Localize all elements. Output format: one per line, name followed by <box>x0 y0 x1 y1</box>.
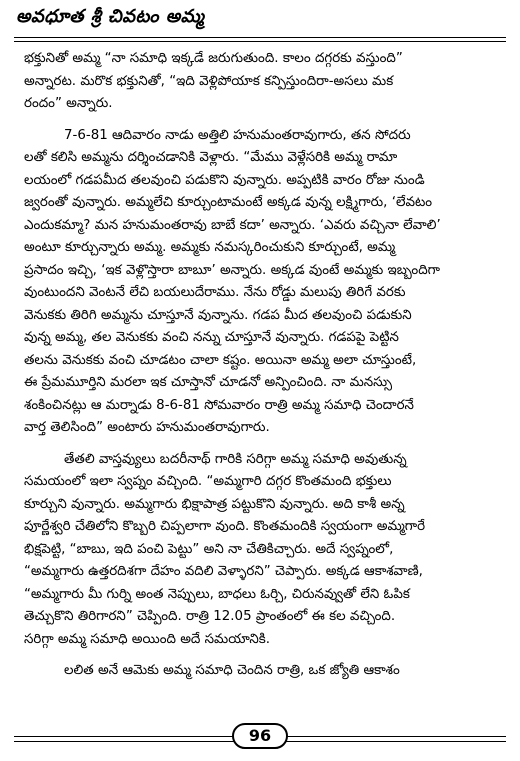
text-line: భిక్షపెట్టి, “బాబు, ఇది పంచి పెట్టు” అని నా చేతికిచ్చారు. అదే స్వప్నంలో, <box>24 541 394 557</box>
text-line: లతో కలిసి అమ్మను దర్శించడానికి వెళ్లారు. “మేము వెళ్లేసరికి అమ్మ రామా <box>24 150 398 165</box>
text-line: తేతలి వాస్తవ్యులు బదరీనాథ్ గారికి సరిగ్గా అమ్మ సమాధి అవుతున్న <box>64 451 407 467</box>
text-line: జ్వరంతో వున్నారు. అమ్మలేచి కూర్చుంటామంటే అక్కడ వున్న లక్ష్మిగారు, ‘లేవటం <box>24 195 433 210</box>
text-line: 7-6-81 ఆదివారం నాడు అత్తిలి హనుమంతరావుగారు, తన సోదరు <box>64 127 411 143</box>
body-text <box>24 48 500 683</box>
paragraph-2 <box>24 125 500 440</box>
text-line: వార్త తెలిసింది” అంటారు హనుమంతరావుగారు. <box>24 420 270 435</box>
text-line: సమయంలో ఇలా స్వప్నం వచ్చింది. “అమ్మగారి దగ్గర కొంతమంది భక్తులు <box>24 474 392 489</box>
text-line: ఎందుకమ్మా? మన హనుమంతరావు బాబే కదా’ అన్నారు. ‘ఎవరు వచ్చినా లేవాలి’ <box>24 217 441 233</box>
page-footer <box>14 722 506 752</box>
text-line: లయంలో గడపమీద తలవుంచి పడుకొని వున్నారు. అప్పటికి వారం రోజు నుండి <box>24 172 425 188</box>
header-rule-top <box>14 37 506 38</box>
text-line: వున్న అమ్మ, తల వెనుకకు వంచి నన్ను చూస్తూనే వున్నారు. గడపపై పెట్టిన <box>24 330 399 345</box>
text-line: ఈ ప్రేమమూర్తిని మరలా ఇక చూస్తానో చూడనో అన్పించింది. నా మనస్సు <box>24 375 393 390</box>
page-number: 96 <box>232 723 288 749</box>
text-line: “అమ్మగారు ఉత్తరదిశగా దేహం వదిలి వెళ్ళారని” చెప్పారు. అక్కడ ఆకాశవాణి, <box>24 564 423 579</box>
paragraph-4 <box>24 660 500 683</box>
text-line: భక్తునితో అమ్మ “నా సమాధి ఇక్కడే జరుగుతుంది. కాలం దగ్గరకు వస్తుంది” <box>24 51 403 66</box>
paragraph-3 <box>24 449 500 652</box>
text-line: తలను వెనుకకు వంచి చూడటం చాలా కష్టం. అయినా అమ్మ అలా చూస్తుంటే, <box>24 352 417 368</box>
text-line: లలిత అనే ఆమెకు అమ్మ సమాధి చెందిన రాత్రి, ఒక జ్యోతి ఆకాశం <box>64 663 400 678</box>
running-header-title: అవధూత శ్రీ చివటం అమ్మ <box>16 6 205 27</box>
text-line: శంకించినట్లు ఆ మర్నాడు 8-6-81 సోమవారం రాత్రి అమ్మ సమాధి చెందారనే <box>24 397 414 413</box>
text-line: తెచ్చుకొని తిరిగారని” చెప్పింది. రాత్రి 12.05 ప్రాంతంలో ఈ కల వచ్చింది. <box>24 609 396 624</box>
header-rule-bottom <box>14 41 506 42</box>
text-line: కూర్చుని వున్నారు. అమ్మగారు భిక్షాపాత్ర పట్టుకొని వున్నారు. అది కాశీ అన్న <box>24 496 405 512</box>
text-line: అన్నారట. మరొక భక్తునితో, “ఇది వెళ్లిపోయాక కన్పిస్తుందిరా-అసలు మక <box>24 73 394 89</box>
text-line: పూర్ణేశ్వరి చేతిలోని కొబ్బరి చిప్పలాగా వుంది. కొంతమందికి స్వయంగా అమ్మగారే <box>24 519 426 534</box>
text-line: వుంటుందని వెంటనే లేచి బయలుదేరాము. నేను రోడ్డు మలుపు తిరిగే వరకు <box>24 285 406 300</box>
text-line: “అమ్మగారు మీ గుర్ని అంత నెప్పులు, బాధలు ఓర్చి, చిరునవ్వుతో లేని ఓపిక <box>24 586 410 602</box>
text-line: రందం” అన్నారు. <box>24 96 113 111</box>
text-line: ప్రసాదం ఇచ్చి, ‘ఇక వెళ్లొస్తారా బాబూ’ అన్నారు. అక్కడ వుంటే అమ్మకు ఇబ్బందిగా <box>24 262 440 278</box>
text-line: సరిగ్గా అమ్మ సమాధి అయింది అదే సమయానికి. <box>24 631 270 647</box>
paragraph-1 <box>24 48 500 116</box>
text-line: వెనుకకు తిరిగి అమ్మను చూస్తూనే వున్నాను. గడప మీద తలవుంచి పడుకుని <box>24 307 412 323</box>
text-line: అంటూ కూర్చున్నారు అమ్మ. అమ్మకు నమస్కరించుకుని కూర్చుంటే, అమ్మ <box>24 240 396 255</box>
